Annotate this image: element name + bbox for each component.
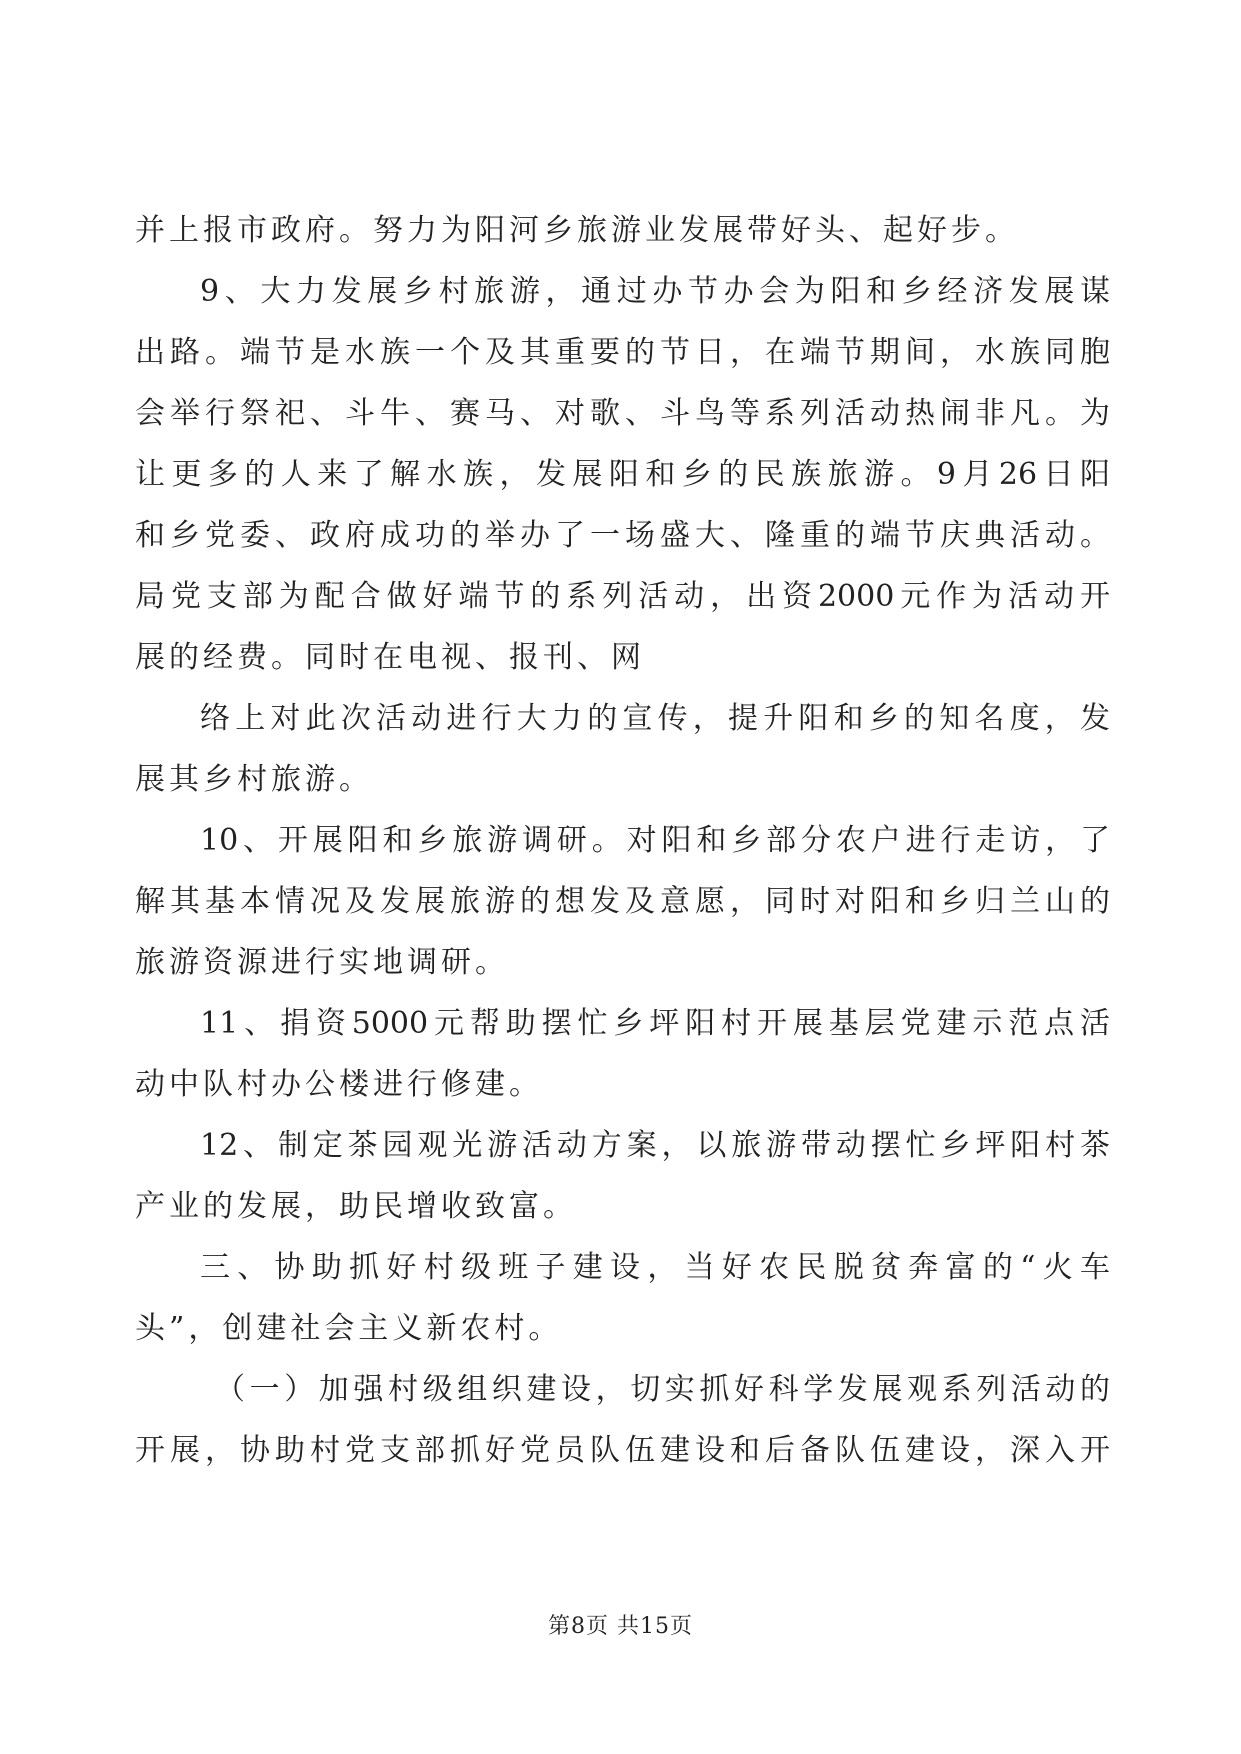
paragraph-line: 动中队村办公楼进行修建。 (135, 1067, 543, 1102)
paragraph-line: 让更多的人来了解水族，发展阳和乡的民族旅游。9月26日阳 (135, 457, 1110, 492)
paragraph-line: 产业的发展，助民增收致富。 (135, 1189, 577, 1224)
paragraph-line: 出路。端节是水族一个及其重要的节日，在端节期间，水族同胞 (135, 335, 1110, 370)
page-indicator: 第8页 共15页 (548, 1614, 693, 1639)
section-heading-line: 头”，创建社会主义新农村。 (135, 1311, 563, 1346)
paragraph-line: 展的经费。同时在电视、报刊、网 (135, 640, 645, 675)
paragraph-line: 展其乡村旅游。 (135, 762, 373, 797)
subsection-line: （一）加强村级组织建设，切实抓好科学发展观系列活动的 (215, 1372, 1110, 1407)
paragraph-line: 局党支部为配合做好端节的系列活动，出资2000元作为活动开 (135, 579, 1110, 614)
paragraph-line: 旅游资源进行实地调研。 (135, 945, 509, 980)
section-heading-line: 三、协助抓好村级班子建设，当好农民脱贫奔富的“火车 (200, 1250, 1110, 1285)
paragraph-line: 络上对此次活动进行大力的宣传，提升阳和乡的知名度，发 (200, 701, 1110, 736)
paragraph-line: 9、大力发展乡村旅游，通过办节办会为阳和乡经济发展谋 (200, 274, 1110, 309)
paragraph-line: 和乡党委、政府成功的举办了一场盛大、隆重的端节庆典活动。 (135, 518, 1110, 553)
paragraph-line: 会举行祭祀、斗牛、赛马、对歌、斗鸟等系列活动热闹非凡。为 (135, 396, 1110, 431)
paragraph-line: 11、捐资5000元帮助摆忙乡坪阳村开展基层党建示范点活 (200, 1006, 1110, 1041)
paragraph-line: 10、开展阳和乡旅游调研。对阳和乡部分农户进行走访，了 (200, 823, 1110, 858)
paragraph-line: 12、制定茶园观光游活动方案，以旅游带动摆忙乡坪阳村茶 (200, 1128, 1110, 1163)
paragraph-line: 并上报市政府。努力为阳河乡旅游业发展带好头、起好步。 (135, 213, 1019, 248)
paragraph-line: 解其基本情况及发展旅游的想发及意愿，同时对阳和乡归兰山的 (135, 884, 1110, 919)
paragraph-line: 开展，协助村党支部抓好党员队伍建设和后备队伍建设，深入开 (135, 1433, 1110, 1468)
